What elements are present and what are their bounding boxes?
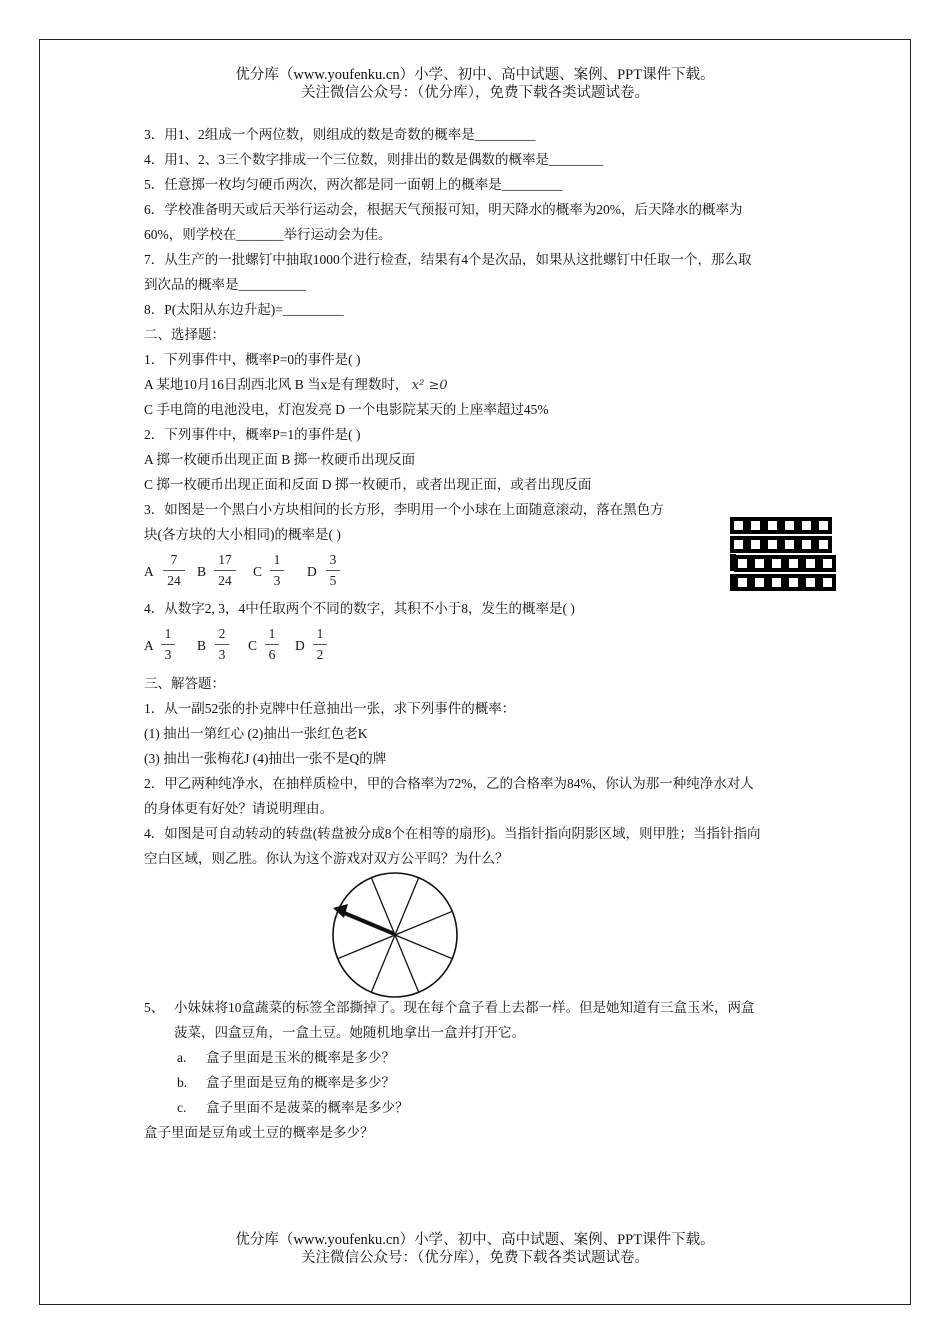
grid-cell-light (785, 540, 794, 549)
grid-cell-light (751, 521, 760, 530)
grid-cell-light (755, 559, 764, 568)
choice-q1-options-ab (144, 377, 448, 394)
answer-q5-item-b: 盒子里面是豆角的概率是多少？ (206, 1075, 395, 1090)
grid-cell-light (819, 521, 828, 530)
choice-q4-label-a: A (144, 638, 154, 653)
header-line-2: 关注微信公众号：（优分库），免费下载各类试题试卷。 (301, 85, 649, 101)
answer-q5-last: 盒子里面是豆角或土豆的概率是多少？ (144, 1125, 374, 1140)
grid-cell-light (755, 578, 764, 587)
grid-edge-strip (730, 554, 736, 571)
grid-cell-light (802, 540, 811, 549)
choice-q4-label-d: D (295, 638, 305, 653)
choice-q4-fraction-a (161, 626, 175, 663)
choice-q4: 4．从数字2, 3，4中任取两个不同的数字，其积不小于8，发生的概率是( ) (144, 601, 575, 616)
choice-q3-fraction-a (163, 552, 185, 589)
fraction-numerator: 7 (170, 552, 178, 567)
choice-q3-label-d: D (307, 564, 317, 579)
choice-q1-options-cd: C 手电筒的电池没电，灯泡发亮 D 一个电影院某天的上座率超过45% (144, 402, 549, 417)
grid-cell-light (823, 559, 832, 568)
choice-q2-options-cd: C 掷一枚硬币出现正面和反面 D 掷一枚硬币，或者出现正面，或者出现反面 (144, 477, 592, 492)
fraction-denominator: 3 (273, 573, 281, 588)
grid-cell-light (789, 559, 798, 568)
choice-q3-fraction-c (270, 552, 284, 589)
answer-q5-item-a-marker: a. (177, 1050, 187, 1065)
fraction-numerator: 1 (273, 552, 281, 567)
grid-cell-light (806, 578, 815, 587)
fraction-numerator: 17 (218, 552, 232, 567)
fraction-denominator: 24 (218, 573, 232, 588)
grid-cell-light (819, 540, 828, 549)
fill-q7-line2: 到次品的概率是__________ (144, 277, 306, 292)
choice-q3-label-b: B (197, 564, 207, 579)
answer-q4-line1: 4．如图是可自动转动的转盘(转盘被分成8个在相等的扇形)。当指针指向阴影区域，则甲胜；当指针指向 (144, 826, 761, 841)
choice-q1-formula: x² ≥0 (411, 378, 448, 393)
answer-q2-line2: 的身体更有好处？请说明理由。 (144, 801, 333, 816)
fraction-denominator: 6 (268, 647, 276, 662)
grid-cell-light (806, 559, 815, 568)
fraction-denominator: 3 (164, 647, 172, 662)
fill-q5: 5．任意掷一枚均匀硬币两次，两次都是同一面朝上的概率是_________ (144, 177, 563, 192)
choice-q4-label-c: C (248, 638, 258, 653)
fraction-numerator: 1 (316, 626, 324, 641)
choice-q3-line1: 3．如图是一个黑白小方块相间的长方形，李明用一个小球在上面随意滚动，落在黑色方 (144, 502, 664, 517)
footer-line-2: 关注微信公众号：（优分库），免费下载各类试题试卷。 (301, 1250, 649, 1266)
grid-cell-light (789, 578, 798, 587)
header-line-1: 优分库（www.youfenku.cn）小学、初中、高中试题、案例、PPT课件下载。 (235, 67, 715, 83)
grid-cell-light (823, 578, 832, 587)
answer-q5-line1: 小妹妹将10盒蔬菜的标签全部撕掉了。现在每个盒子看上去都一样。但是她知道有三盒玉米，两盒 (174, 1000, 755, 1015)
fraction-denominator: 3 (218, 647, 226, 662)
fraction-denominator: 24 (167, 573, 181, 588)
grid-cell-light (768, 540, 777, 549)
grid-cell-light (738, 578, 747, 587)
grid-cell-light (751, 540, 760, 549)
grid-cell-light (734, 540, 743, 549)
choice-q3-line2: 块(各方块的大小相同)的概率是( ) (144, 527, 341, 542)
choice-q2: 2．下列事件中，概率P=1的事件是( ) (144, 427, 361, 442)
fraction-denominator: 2 (316, 647, 324, 662)
choice-section-title: 二、选择题： (144, 327, 225, 342)
fill-q6-line1: 6．学校准备明天或后天举行运动会，根据天气预报可知，明天降水的概率为20%，后天降水的概率为 (144, 202, 743, 217)
answer-q5-item-a: 盒子里面是玉米的概率是多少？ (206, 1050, 395, 1065)
answer-q5-line2: 菠菜，四盒豆角，一盒土豆。她随机地拿出一盒并打开它。 (174, 1025, 525, 1040)
fraction-numerator: 2 (218, 626, 226, 641)
choice-q4-fraction-b (215, 626, 229, 663)
choice-q4-fraction-d (313, 626, 327, 663)
footer-line-1: 优分库（www.youfenku.cn）小学、初中、高中试题、案例、PPT课件下载。 (235, 1232, 715, 1248)
choice-q1-ab-text: A 某地10月16日刮西北风 B 当x是有理数时， (144, 377, 409, 392)
choice-q3-label-a: A (144, 564, 154, 579)
grid-cell-light (802, 521, 811, 530)
answer-q1-parts-1-2: (1) 抽出一第红心 (2)抽出一张红色老K (144, 726, 368, 741)
answer-q5-item-b-marker: b. (177, 1075, 188, 1090)
fraction-numerator: 3 (329, 552, 337, 567)
answer-q5-item-c: 盒子里面不是菠菜的概率是多少？ (206, 1100, 409, 1115)
fraction-numerator: 1 (268, 626, 276, 641)
answer-q5-item-c-marker: c. (177, 1100, 187, 1115)
answer-q4-line2: 空白区域，则乙胜。你认为这个游戏对双方公平吗？为什么？ (144, 851, 509, 866)
grid-cell-light (738, 559, 747, 568)
answer-q5-number: 5、 (144, 1000, 165, 1015)
fill-q8: 8．P(太阳从东边升起)=_________ (144, 302, 344, 317)
fraction-numerator: 1 (164, 626, 172, 641)
answer-q1: 1．从一副52张的扑克牌中任意抽出一张，求下列事件的概率： (144, 701, 516, 716)
grid-cell-light (785, 521, 794, 530)
choice-q3-fraction-b (214, 552, 236, 589)
answer-q2-line1: 2．甲乙两种纯净水，在抽样质检中，甲的合格率为72%，乙的合格率为84%，你认为那一种纯净水对人 (144, 776, 754, 791)
grid-edge-strip (730, 574, 736, 591)
fill-q4: 4．用1、2、3三个数字排成一个三位数，则排出的数是偶数的概率是________ (144, 152, 603, 167)
grid-cell-light (734, 521, 743, 530)
grid-cell-light (768, 521, 777, 530)
grid-cell-light (772, 578, 781, 587)
choice-q4-label-b: B (197, 638, 207, 653)
fill-q3: 3．用1、2组成一个两位数，则组成的数是奇数的概率是_________ (144, 127, 536, 142)
fill-q7-line1: 7．从生产的一批螺钉中抽取1000个进行检查，结果有4个是次品，如果从这批螺钉中任取一个，那么取 (144, 252, 752, 267)
choice-q3-label-c: C (253, 564, 263, 579)
spinner-figure (328, 868, 462, 1002)
choice-q2-options-ab: A 掷一枚硬币出现正面 B 掷一枚硬币出现反面 (144, 452, 416, 467)
choice-q3-fraction-d (326, 552, 340, 589)
grid-cell-light (772, 559, 781, 568)
answer-section-title: 三、解答题： (144, 676, 225, 691)
fraction-denominator: 5 (329, 573, 337, 588)
checkered-grid-figure (728, 515, 846, 597)
choice-q4-fraction-c (265, 626, 279, 663)
answer-q1-parts-3-4: (3) 抽出一张梅花J (4)抽出一张不是Q的牌 (144, 751, 387, 766)
fill-q6-line2: 60%，则学校在_______举行运动会为佳。 (144, 227, 392, 242)
choice-q1: 1．下列事件中，概率P=0的事件是( ) (144, 352, 361, 367)
